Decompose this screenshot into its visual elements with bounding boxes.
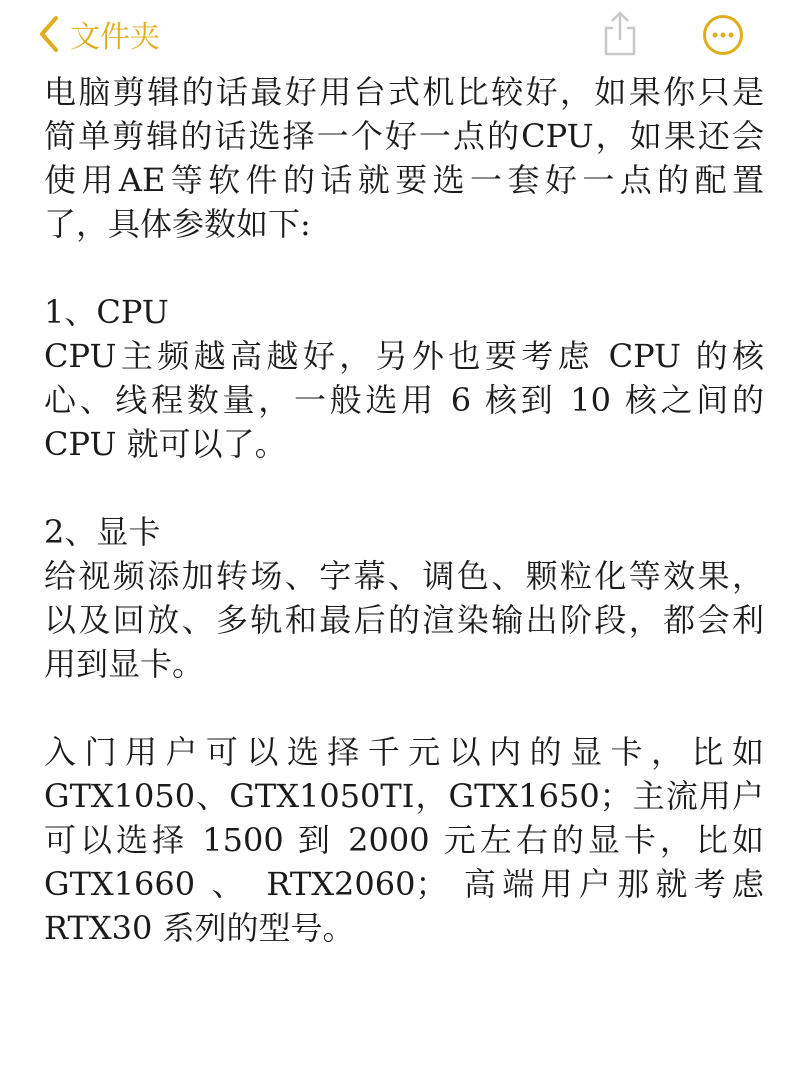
- note-line: 使用AE等软件的话就要选一套好一点的配置: [44, 161, 764, 199]
- chevron-left-icon: [38, 15, 60, 53]
- note-line: 简单剪辑的话选择一个好一点的CPU，如果还会: [44, 117, 764, 155]
- note-line: 电脑剪辑的话最好用台式机比较好，如果你只是: [44, 73, 764, 111]
- note-line: CPU 就可以了。: [44, 425, 287, 463]
- share-icon: [598, 8, 642, 58]
- note-line: GTX1050、GTX1050TI，GTX1650；主流用户: [44, 777, 764, 815]
- note-line: 入门用户可以选择千元以内的显卡，比如: [44, 733, 764, 771]
- navigation-bar: [0, 0, 800, 68]
- note-line: GTX1660 、 RTX2060； 高端用户那就考虑: [44, 865, 764, 903]
- back-label: 文件夹: [70, 20, 160, 55]
- note-line: [44, 466, 764, 510]
- note-line: RTX30 系列的型号。: [44, 909, 355, 947]
- note-heading-cpu: 1、CPU: [44, 293, 169, 331]
- note-line: [44, 686, 764, 730]
- more-options-button[interactable]: [702, 14, 744, 60]
- back-button[interactable]: [38, 12, 160, 56]
- share-button[interactable]: [598, 8, 642, 62]
- note-line: 了，具体参数如下:: [44, 205, 311, 243]
- note-line: 可以选择 1500 到 2000 元左右的显卡，比如: [44, 821, 764, 859]
- note-line: 给视频添加转场、字幕、调色、颗粒化等效果，: [44, 557, 764, 595]
- note-line: 用到显卡。: [44, 645, 205, 683]
- note-body[interactable]: [44, 70, 764, 950]
- note-line: [44, 246, 764, 290]
- ellipsis-circle-icon: [702, 14, 744, 56]
- note-line: CPU主频越高越好，另外也要考虑 CPU 的核: [44, 337, 764, 375]
- note-line: 以及回放、多轨和最后的渲染输出阶段，都会利: [44, 601, 764, 639]
- note-heading-gpu: 2、显卡: [44, 513, 161, 551]
- note-line: 心、线程数量，一般选用 6 核到 10 核之间的: [44, 381, 764, 419]
